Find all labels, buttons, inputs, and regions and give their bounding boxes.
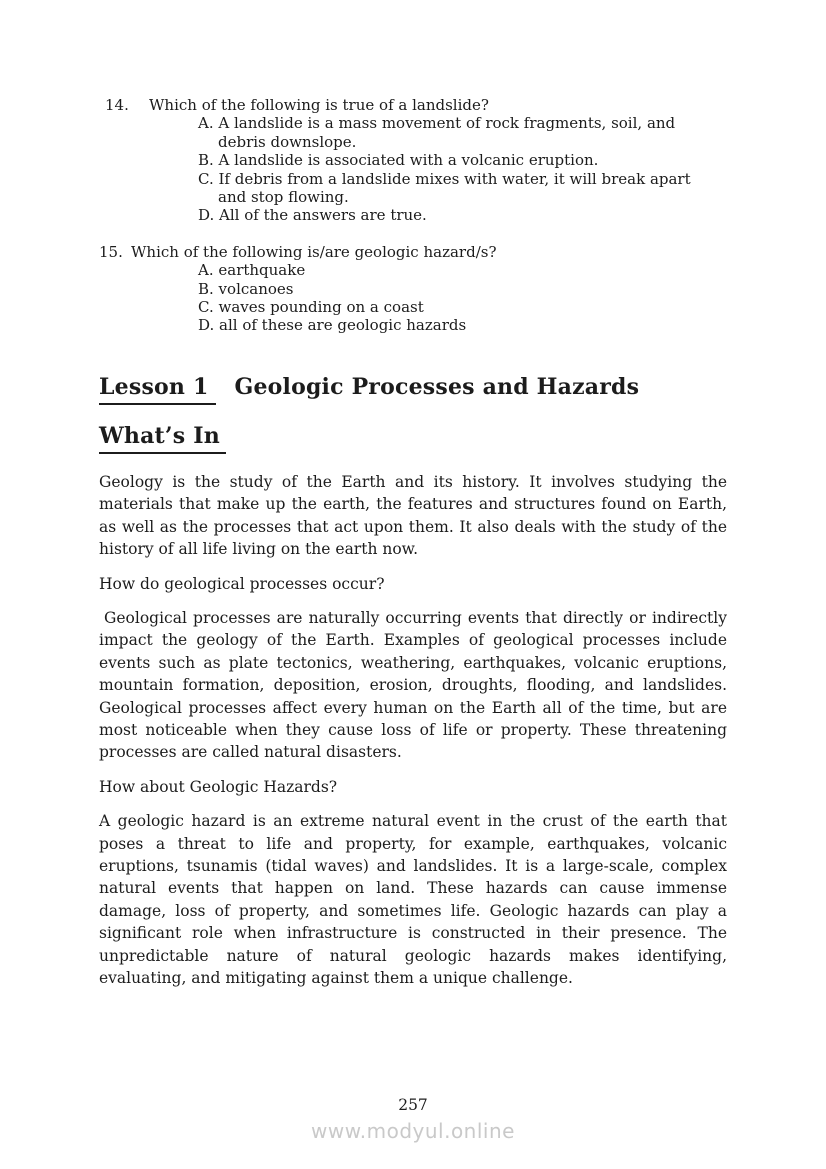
question-14-option-a: A. A landslide is a mass movement of rock fragments, soil, and debris downslope.: [198, 114, 676, 151]
question-14-option-d: D. All of the answers are true.: [198, 206, 427, 225]
lesson-number-label: Lesson 1: [99, 372, 216, 405]
question-15-option-b: B. volcanoes: [198, 279, 294, 298]
question-14: [99, 96, 727, 225]
question-15: [99, 243, 727, 335]
paragraph-geological-processes: Geological processes are naturally occurring events that directly or indirectly impact the geology of the Earth. Examples of geological processes include events such as plate tectonics, weathering, earthquakes, volcanic eruptions, mountain formation, deposition, erosion, droughts, flooding, and landslides. Geological processes affect every human on the Earth all of the time, but are most noticeable when they cause loss of life or property. These threatening processes are called natural disasters.: [99, 608, 727, 762]
question-14-option-b: B. A landslide is associated with a volcanic eruption.: [198, 151, 599, 170]
question-line-geological-processes: How do geological processes occur?: [99, 574, 385, 593]
watermark-url: www.modyul.online: [311, 1119, 515, 1143]
question-15-text: Which of the following is/are geologic hazard/s?: [131, 242, 497, 261]
question-15-number: 15.: [99, 242, 123, 261]
section-heading-text: What’s In: [99, 421, 226, 454]
lesson-title: Geologic Processes and Hazards: [234, 373, 640, 400]
paragraph-geologic-hazard: A geologic hazard is an extreme natural event in the crust of the earth that poses a threat to life and property, for example, earthquakes, volcanic eruptions, tsunamis (tidal waves) and landslides. It is a large-scale, complex natural events that happen on land. These hazards can cause immense damage, loss of property, and sometimes life. Geologic hazards can play a significant role when infrastructure is constructed in their presence. The unpredictable nature of natural geologic hazards makes identifying, evaluating, and mitigating against them a unique challenge.: [99, 812, 727, 987]
question-line-geologic-hazards: How about Geologic Hazards?: [99, 777, 338, 796]
page-number: 257: [398, 1096, 428, 1114]
page-content: [99, 96, 727, 1001]
question-14-options: [99, 114, 727, 224]
question-14-line: [99, 96, 727, 114]
section-heading-whats-in: [99, 421, 727, 454]
question-15-option-c: C. waves pounding on a coast: [198, 298, 424, 317]
question-15-options: [99, 261, 727, 335]
paragraph-geology-intro: Geology is the study of the Earth and its history. It involves studying the materials that make up the earth, the features and structures found on Earth, as well as the processes that act upon them. It also deals with the study of the history of all life living on the earth now.: [99, 472, 727, 559]
question-14-option-c: C. If debris from a landslide mixes with water, it will break apart and stop flowing.: [198, 169, 691, 207]
question-15-option-d: D. all of these are geologic hazards: [198, 316, 467, 335]
question-15-line: [99, 243, 727, 261]
question-14-text: Which of the following is true of a landslide?: [149, 96, 489, 114]
lesson-heading: [99, 372, 727, 405]
question-14-number: 14.: [105, 96, 129, 114]
question-15-option-a: A. earthquake: [198, 261, 306, 280]
